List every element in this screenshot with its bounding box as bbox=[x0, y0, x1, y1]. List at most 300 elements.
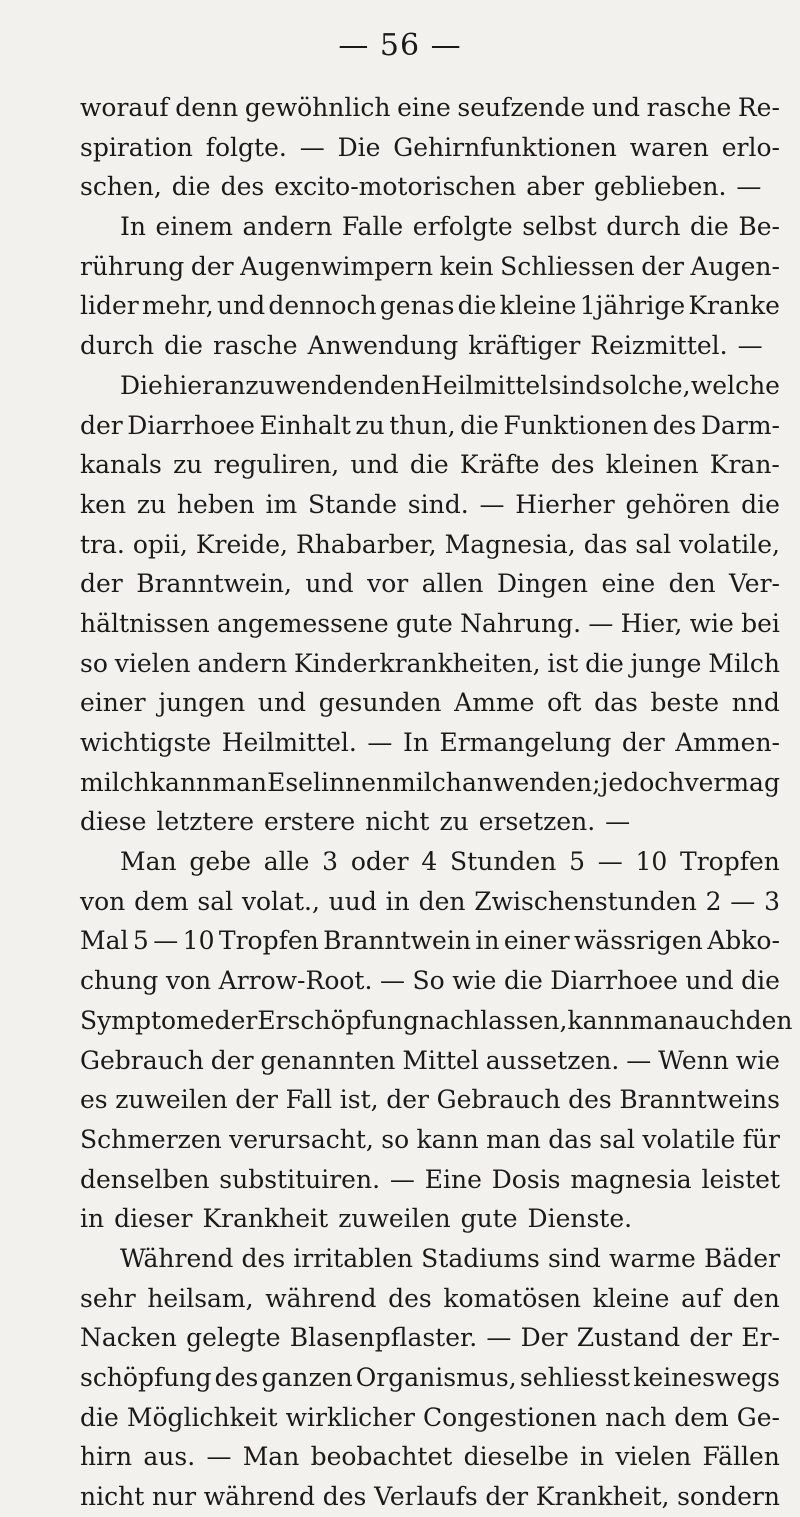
word: volatile, bbox=[679, 529, 780, 559]
word: die bbox=[457, 291, 497, 321]
word: Ver- bbox=[729, 569, 780, 599]
text-line bbox=[80, 1239, 780, 1279]
word: Congestionen bbox=[423, 1402, 598, 1432]
word: so bbox=[80, 648, 108, 678]
word: man bbox=[486, 1124, 541, 1154]
word: Gebrauch bbox=[436, 1085, 561, 1115]
word: Branntwein bbox=[323, 926, 471, 956]
word: Möglichkeit bbox=[126, 1402, 278, 1432]
word: — bbox=[588, 608, 614, 638]
word: Dosis bbox=[491, 1164, 561, 1194]
word: Krankheit, bbox=[535, 1482, 670, 1512]
word: Eselinnenmilch bbox=[267, 767, 462, 797]
word: magnesia bbox=[570, 1164, 692, 1194]
word: und bbox=[591, 93, 641, 122]
word: Zustand bbox=[576, 1323, 681, 1353]
word: Milch bbox=[708, 648, 780, 678]
word: Dienste. bbox=[527, 1204, 633, 1234]
text-line bbox=[80, 1318, 780, 1358]
word: In bbox=[120, 212, 146, 242]
word: der bbox=[621, 728, 665, 757]
word: des bbox=[214, 1363, 259, 1392]
word: des bbox=[550, 450, 595, 480]
word: bei bbox=[741, 608, 780, 638]
text-line bbox=[80, 1358, 780, 1398]
word: Ammen- bbox=[675, 728, 780, 757]
word: ganzen bbox=[261, 1363, 353, 1392]
word: in bbox=[80, 1204, 105, 1234]
word: nicht bbox=[80, 1482, 145, 1512]
word: hier bbox=[163, 370, 215, 400]
word: Diarrhoee bbox=[127, 410, 255, 440]
word: genas bbox=[379, 291, 455, 321]
word: welche bbox=[690, 370, 780, 400]
word: kanals bbox=[80, 450, 162, 480]
word: letztere bbox=[156, 807, 255, 837]
word: mehr, bbox=[141, 291, 214, 321]
word: vielen bbox=[114, 648, 191, 678]
word: Schliessen bbox=[500, 251, 635, 281]
word: zu bbox=[136, 489, 167, 519]
word: beobachtet bbox=[310, 1442, 453, 1472]
word: und bbox=[216, 291, 266, 321]
word: Man bbox=[242, 1442, 300, 1472]
word: kleine bbox=[499, 291, 577, 321]
word: sal bbox=[197, 886, 234, 916]
word: der bbox=[80, 410, 123, 440]
word: zu bbox=[173, 450, 203, 480]
word: — bbox=[206, 1442, 232, 1472]
word: 5 bbox=[132, 926, 149, 956]
word: Augen- bbox=[690, 251, 780, 281]
word: folgte. bbox=[205, 132, 287, 162]
word: substituiren. bbox=[219, 1164, 381, 1194]
word: eine bbox=[601, 569, 656, 599]
word: in bbox=[385, 886, 410, 916]
word: ken bbox=[80, 489, 127, 519]
word: 3 bbox=[322, 847, 339, 877]
word: rasche bbox=[212, 331, 298, 361]
word: für bbox=[742, 1124, 780, 1154]
word: die bbox=[585, 648, 624, 678]
word: wichtigste bbox=[80, 728, 212, 757]
word: einer bbox=[503, 926, 570, 956]
word: hirn bbox=[80, 1442, 133, 1472]
word: Be- bbox=[738, 212, 780, 242]
word: heben bbox=[176, 489, 255, 519]
word: Nacken bbox=[80, 1323, 177, 1353]
word: diese bbox=[80, 807, 147, 837]
word: warme bbox=[609, 1243, 696, 1273]
word: Ge- bbox=[736, 1402, 780, 1432]
word: gesunden bbox=[318, 688, 442, 718]
word: — bbox=[626, 1045, 652, 1075]
word: der bbox=[214, 1005, 258, 1035]
word: der bbox=[235, 1085, 278, 1115]
word: das bbox=[583, 529, 628, 559]
word: und bbox=[305, 569, 354, 599]
word: Kinderkrankheiten, bbox=[294, 648, 541, 678]
word: jedoch bbox=[600, 767, 685, 797]
word: den bbox=[733, 1283, 780, 1313]
word: einem bbox=[155, 212, 233, 242]
word: gebe bbox=[189, 847, 251, 877]
word: die bbox=[164, 331, 203, 361]
word: im bbox=[265, 489, 298, 519]
word: vermag bbox=[684, 767, 780, 797]
text-line bbox=[80, 1001, 793, 1041]
word: nicht bbox=[365, 807, 430, 837]
word: die bbox=[409, 450, 449, 480]
word: andern bbox=[242, 212, 333, 242]
word: — bbox=[737, 331, 763, 361]
text-line bbox=[80, 882, 780, 922]
word: Symptome bbox=[80, 1005, 215, 1035]
word: beste bbox=[650, 688, 720, 718]
word: — bbox=[367, 728, 393, 757]
word: Man bbox=[120, 847, 177, 877]
word: worauf bbox=[80, 93, 169, 122]
word: alle bbox=[263, 847, 310, 877]
word: Heilmittel bbox=[421, 370, 549, 400]
text-line bbox=[80, 286, 780, 326]
word: opii, bbox=[132, 529, 188, 559]
word: Krankheit bbox=[202, 1204, 329, 1234]
word: durch bbox=[80, 331, 155, 361]
word: dieselbe bbox=[463, 1442, 569, 1472]
word: des bbox=[241, 1243, 286, 1273]
word: eine bbox=[397, 93, 451, 122]
word: Die bbox=[120, 370, 163, 400]
word: Zwischenstunden bbox=[474, 886, 697, 916]
word: die bbox=[503, 966, 543, 996]
word: des bbox=[652, 410, 697, 440]
word: Während bbox=[120, 1243, 234, 1273]
word: Organismus, bbox=[355, 1363, 517, 1392]
word: wie bbox=[735, 1045, 780, 1075]
word: genannten bbox=[260, 1045, 396, 1075]
text-line bbox=[80, 604, 780, 644]
word: junge bbox=[630, 648, 702, 678]
word: Dingen bbox=[496, 569, 589, 599]
word: gute bbox=[395, 608, 453, 638]
word: zuweilen bbox=[115, 1085, 228, 1115]
word: während bbox=[265, 1283, 377, 1313]
word: Kreide, bbox=[195, 529, 288, 559]
word: dennoch bbox=[268, 291, 377, 321]
text-line bbox=[80, 247, 780, 287]
word: angemessene bbox=[216, 608, 389, 638]
word: und bbox=[257, 688, 307, 718]
text-line bbox=[80, 406, 780, 446]
word: Branntwein, bbox=[136, 569, 292, 599]
word: anwenden; bbox=[461, 767, 601, 797]
word: das bbox=[548, 1124, 592, 1154]
text-line bbox=[80, 1199, 780, 1239]
text-line bbox=[80, 207, 780, 247]
word: wie bbox=[689, 608, 734, 638]
word: 2 bbox=[705, 886, 722, 916]
word: kann bbox=[149, 767, 213, 797]
word: Ermangelung bbox=[439, 728, 612, 757]
word: andern bbox=[197, 648, 288, 678]
word: Gehirnfunktionen bbox=[393, 132, 617, 162]
word: den bbox=[745, 1005, 793, 1035]
word: — bbox=[730, 886, 756, 916]
word: Hierher bbox=[515, 489, 615, 519]
word: sehliesst bbox=[519, 1363, 631, 1392]
text-line bbox=[80, 128, 780, 168]
text-line bbox=[80, 763, 780, 803]
word: einer bbox=[80, 688, 146, 718]
word: von bbox=[80, 886, 126, 916]
word: sind. bbox=[407, 489, 469, 519]
word: Fall bbox=[285, 1085, 333, 1115]
word: erstere bbox=[264, 807, 356, 837]
word: zu bbox=[439, 807, 469, 837]
word: aussetzen. bbox=[485, 1045, 620, 1075]
word: geblieben. bbox=[593, 172, 727, 202]
word: die bbox=[171, 172, 211, 202]
word: während bbox=[203, 1482, 316, 1512]
word: — bbox=[153, 926, 179, 956]
word: thun, bbox=[389, 410, 456, 440]
word: Hier, bbox=[620, 608, 683, 638]
text-line bbox=[80, 1477, 780, 1517]
word: schöpfung bbox=[80, 1363, 212, 1392]
word: wie bbox=[452, 966, 497, 996]
word: irritablen bbox=[293, 1243, 414, 1273]
word: lider bbox=[80, 291, 139, 321]
word: 1jährige bbox=[579, 291, 686, 321]
word: tra. bbox=[80, 529, 125, 559]
word: der bbox=[641, 251, 684, 281]
word: Stande bbox=[308, 489, 397, 519]
word: und bbox=[350, 450, 399, 480]
text-line bbox=[80, 88, 780, 128]
word: kann bbox=[567, 1005, 630, 1035]
word: anzuwendenden bbox=[214, 370, 421, 400]
word: von bbox=[165, 966, 212, 996]
word: Augenwimpern bbox=[240, 251, 434, 281]
word: waren bbox=[629, 132, 709, 162]
word: die bbox=[80, 1402, 119, 1432]
word: sal bbox=[599, 1124, 636, 1154]
word: Tropfen bbox=[680, 847, 780, 877]
word: excito-motorischen bbox=[274, 172, 517, 202]
word: sal bbox=[635, 529, 672, 559]
word: Magnesia, bbox=[444, 529, 576, 559]
word: So bbox=[412, 966, 445, 996]
word: Wenn bbox=[658, 1045, 729, 1075]
word: Mittel bbox=[402, 1045, 479, 1075]
word: zuweilen bbox=[338, 1204, 451, 1234]
text-line bbox=[80, 1398, 780, 1438]
word: milch bbox=[80, 767, 150, 797]
word: — bbox=[597, 847, 623, 877]
text-line bbox=[80, 644, 780, 684]
text-line bbox=[80, 1160, 780, 1200]
word: sind bbox=[548, 370, 602, 400]
word: der bbox=[190, 251, 234, 281]
text-line bbox=[80, 842, 780, 882]
word: man bbox=[212, 767, 267, 797]
word: Blasenpflaster. bbox=[289, 1323, 478, 1353]
word: die bbox=[460, 410, 499, 440]
word: volat., bbox=[241, 886, 320, 916]
word: 3 bbox=[764, 886, 780, 916]
text-line bbox=[80, 1041, 780, 1081]
word: aber bbox=[526, 172, 584, 202]
word: gute bbox=[460, 1204, 518, 1234]
word: das bbox=[594, 688, 638, 718]
word: ist, bbox=[339, 1085, 379, 1115]
word: nnd bbox=[731, 688, 780, 718]
word: Diarrhoee bbox=[550, 966, 678, 996]
word: Tropfen bbox=[218, 926, 319, 956]
word: vielen bbox=[615, 1442, 692, 1472]
word: — bbox=[299, 132, 325, 162]
word: Falle bbox=[341, 212, 404, 242]
word: leistet bbox=[701, 1164, 780, 1194]
word: schen, bbox=[80, 172, 162, 202]
word: man bbox=[629, 1005, 685, 1035]
word: auch bbox=[684, 1005, 746, 1035]
text-line bbox=[80, 564, 780, 604]
word: denselben bbox=[80, 1164, 210, 1194]
word: uud bbox=[328, 886, 377, 916]
text-line bbox=[80, 1437, 780, 1477]
word: Der bbox=[520, 1323, 568, 1353]
word: Branntweins bbox=[619, 1085, 780, 1115]
word: dieser bbox=[114, 1204, 193, 1234]
word: volatile bbox=[642, 1124, 736, 1154]
word: Die bbox=[337, 132, 381, 162]
word: nachlassen, bbox=[418, 1005, 568, 1035]
word: es bbox=[80, 1085, 108, 1115]
word: auf bbox=[681, 1283, 722, 1313]
word: Erschöpfung bbox=[257, 1005, 419, 1035]
word: rührung bbox=[80, 251, 185, 281]
word: Kranke bbox=[688, 291, 780, 321]
text-line bbox=[80, 723, 780, 763]
word: der bbox=[689, 1323, 733, 1353]
word: Er- bbox=[741, 1323, 780, 1353]
word: Reizmittel. bbox=[590, 331, 728, 361]
word: nach bbox=[605, 1402, 667, 1432]
word: der bbox=[485, 1482, 529, 1512]
word: gelegte bbox=[186, 1323, 281, 1353]
word: — bbox=[736, 172, 762, 202]
word: Darm- bbox=[700, 410, 780, 440]
word: den bbox=[668, 569, 716, 599]
word: kleine bbox=[592, 1283, 670, 1313]
text-line bbox=[80, 802, 780, 842]
word: — bbox=[389, 1164, 415, 1194]
word: in bbox=[475, 926, 500, 956]
word: Eine bbox=[424, 1164, 482, 1194]
word: des bbox=[220, 172, 265, 202]
word: keineswegs bbox=[633, 1363, 780, 1392]
word: spiration bbox=[80, 132, 193, 162]
word: die bbox=[741, 489, 780, 519]
page-number: — 56 — bbox=[338, 28, 462, 63]
text-line bbox=[80, 1279, 780, 1319]
word: — bbox=[479, 489, 505, 519]
word: kleinen bbox=[605, 450, 699, 480]
text-line bbox=[80, 961, 780, 1001]
word: — bbox=[379, 966, 405, 996]
word: — bbox=[486, 1323, 512, 1353]
word: In bbox=[402, 728, 429, 757]
word: denn bbox=[175, 93, 239, 122]
word: Anwendung bbox=[307, 331, 459, 361]
word: Arrow-Root. bbox=[218, 966, 373, 996]
word: der bbox=[80, 569, 123, 599]
word: Bäder bbox=[703, 1243, 780, 1273]
word: Nahrung. bbox=[460, 608, 582, 638]
word: Fällen bbox=[702, 1442, 780, 1472]
word: dem bbox=[674, 1402, 729, 1432]
word: zu bbox=[355, 410, 385, 440]
word: des bbox=[388, 1283, 432, 1313]
word: sind bbox=[548, 1243, 601, 1273]
word: 10 bbox=[182, 926, 215, 956]
word: Amme bbox=[454, 688, 535, 718]
word: der bbox=[210, 1045, 254, 1075]
word: Verlaufs bbox=[374, 1482, 478, 1512]
word: aus. bbox=[143, 1442, 196, 1472]
word: Schmerzen bbox=[80, 1124, 222, 1154]
word: oft bbox=[547, 688, 582, 718]
text-line bbox=[80, 167, 780, 207]
word: Mal bbox=[80, 926, 129, 956]
word: ersetzen. bbox=[478, 807, 596, 837]
text-line bbox=[80, 326, 780, 366]
word: Abko- bbox=[707, 926, 780, 956]
word: hältnissen bbox=[80, 608, 210, 638]
word: und bbox=[685, 966, 734, 996]
word: solche, bbox=[601, 370, 691, 400]
word: rasche bbox=[646, 93, 732, 122]
word: kräftiger bbox=[468, 331, 581, 361]
text-line bbox=[80, 683, 780, 723]
word: sehr bbox=[80, 1283, 136, 1313]
word: sondern bbox=[677, 1482, 780, 1512]
word: allen bbox=[421, 569, 484, 599]
word: Kräfte bbox=[459, 450, 540, 480]
word: erfolgte bbox=[412, 212, 513, 242]
word: vor bbox=[367, 569, 409, 599]
word: wirklicher bbox=[285, 1402, 415, 1432]
word: gehören bbox=[625, 489, 731, 519]
word: selbst bbox=[522, 212, 597, 242]
word: den bbox=[418, 886, 466, 916]
text-line bbox=[80, 366, 780, 406]
text-line bbox=[80, 921, 780, 961]
word: nur bbox=[151, 1482, 197, 1512]
word: jungen bbox=[158, 688, 246, 718]
word: die bbox=[689, 212, 729, 242]
word: gewöhnlich bbox=[244, 93, 391, 122]
word: ist bbox=[547, 648, 579, 678]
word: die bbox=[741, 966, 780, 996]
word: Gebrauch bbox=[80, 1045, 204, 1075]
word: Stadiums bbox=[421, 1243, 540, 1273]
word: Einhalt bbox=[259, 410, 351, 440]
text-line bbox=[80, 1080, 780, 1120]
text-line bbox=[80, 525, 780, 565]
